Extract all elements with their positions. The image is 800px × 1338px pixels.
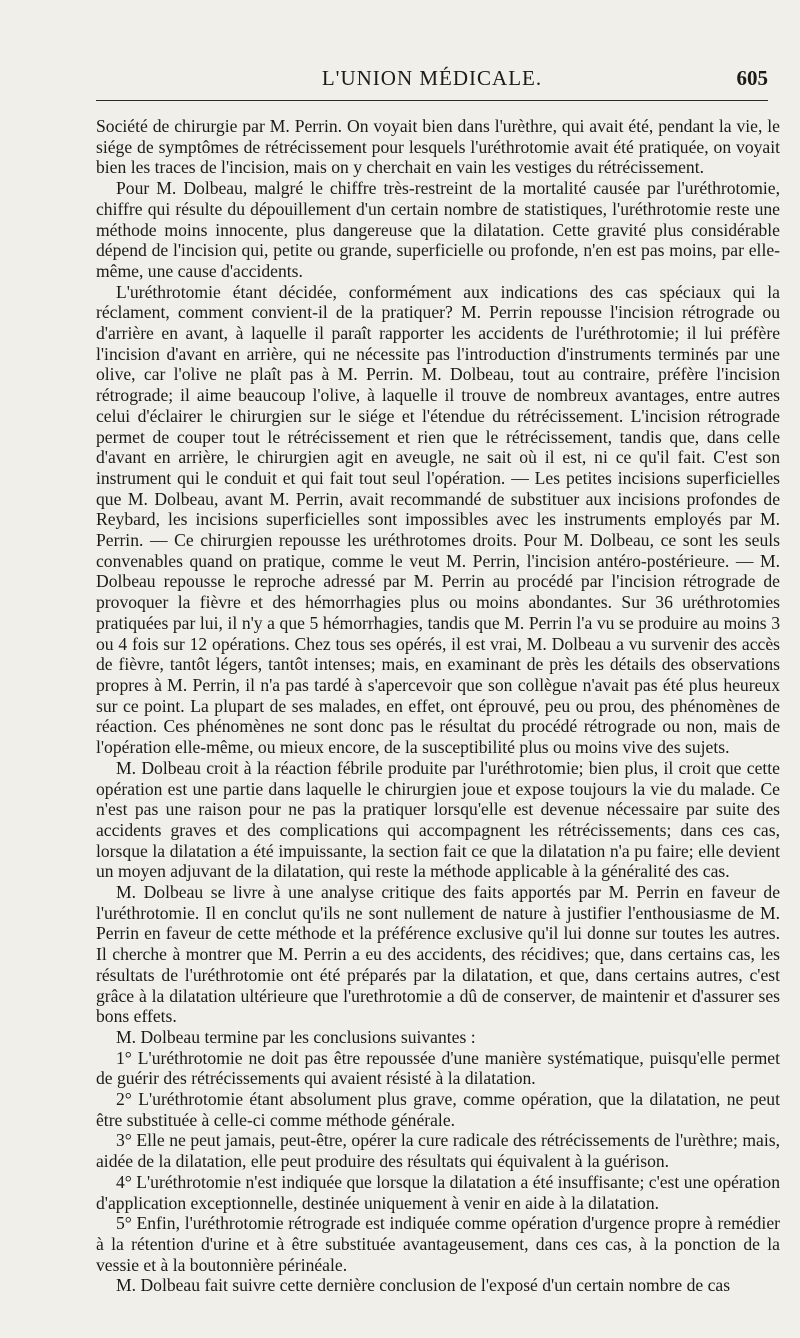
- conclusion-item: 5° Enfin, l'uréthrotomie rétrograde est indiquée comme opération d'urgence propre à remédier à la rétention d'urine et à être substituée avantageusement, dans ces cas, à la ponction de la vessie et à la boutonnière périnéale.: [96, 1213, 780, 1275]
- paragraph: Pour M. Dolbeau, malgré le chiffre très-restreint de la mortalité causée par l'uréthrotomie, chiffre qui résulte du dépouillement d'un certain nombre de statistiques, l'uréthrotomie reste une méthode moins innocente, plus dangereuse que la dilatation. Cette gravité plus considérable dépend de l'incision qui, petite ou grande, superficielle ou profonde, n'en est pas moins, par elle-même, une cause d'accidents.: [96, 178, 780, 281]
- paragraph: L'uréthrotomie étant décidée, conformément aux indications des cas spéciaux qui la réclament, comment convient-il de la pratiquer? M. Perrin repousse l'incision rétrograde ou d'arrière en avant, à laquelle il paraît rapporter les accidents de l'uréthrotomie; il lui préfère l'incision d'avant en arrière, qui ne nécessite pas l'introduction d'instruments terminés par une olive, car l'olive ne plaît pas à M. Perrin. M. Dolbeau, tout au contraire, préfère l'incision rétrograde; il aime beaucoup l'olive, à laquelle il trouve de nombreux avantages, entre autres celui d'éclairer le chirurgien sur le siége et l'étendue du rétrécissement. L'incision rétrograde permet de couper tout le rétrécissement et rien que le rétrécissement, tandis que, dans celle d'avant en arrière, le chirurgien agit en aveugle, ne sait où il est, ni ce qu'il fait. C'est son instrument qui le conduit et qui fait tout seul l'opération. — Les petites incisions superficielles que M. Dolbeau, avant M. Perrin, avait recommandé de substituer aux incisions profondes de Reybard, les incisions superficielles sont impossibles avec les instruments employés par M. Perrin. — Ce chirurgien repousse les uréthrotomes droits. Pour M. Dolbeau, ce sont les seuls convenables quand on pratique, comme le veut M. Perrin, l'incision antéro-postérieure. — M. Dolbeau repousse le reproche adressé par M. Perrin au procédé par l'incision rétrograde de provoquer la fièvre et des hémorrhagies plus ou moins abondantes. Sur 36 uréthrotomies pratiquées par lui, il n'y a que 5 hémorrhagies, tandis que M. Perrin l'a vu se produire au moins 3 ou 4 fois sur 12 opérations. Chez tous ses opérés, il est vrai, M. Dolbeau a vu survenir des accès de fièvre, tantôt légers, tantôt intenses; mais, en examinant de près les détails des observations propres à M. Perrin, il n'a pas tardé à s'apercevoir que son collègue n'avait pas été plus heureux sur ce point. La plupart de ses malades, en effet, ont éprouvé, peu ou prou, des phénomènes de réaction. Ces phénomènes ne sont donc pas le résultat du procédé rétrograde ou non, mais de l'opération elle-même, ou mieux encore, de la susceptibilité plus ou moins vive des sujets.: [96, 281, 780, 758]
- paragraph: Société de chirurgie par M. Perrin. On voyait bien dans l'urèthre, qui avait été, pendant la vie, le siége de symptômes de rétrécissement pour lesquels l'uréthrotomie avait été pratiquée, on voyait bien les traces de l'incision, mais on y cherchait en vain les vestiges du rétrécissement.: [96, 116, 780, 178]
- conclusion-item: 2° L'uréthrotomie étant absolument plus grave, comme opération, que la dilatation, ne peut être substituée à celle-ci comme méthode générale.: [96, 1089, 780, 1130]
- header-rule: [96, 100, 768, 101]
- conclusion-item: 1° L'uréthrotomie ne doit pas être repoussée d'une manière systématique, puisqu'elle permet de guérir des rétrécissements qui avaient résisté à la dilatation.: [96, 1047, 780, 1089]
- paragraph: M. Dolbeau fait suivre cette dernière conclusion de l'exposé d'un certain nombre de cas: [116, 1275, 731, 1296]
- conclusion-item: 4° L'uréthrotomie n'est indiquée que lorsque la dilatation a été insuffisante; c'est une opération d'application exceptionnelle, destinée uniquement à venir en aide à la dilatation.: [96, 1171, 780, 1213]
- page-number: 605: [736, 66, 768, 90]
- paragraph: M. Dolbeau termine par les conclusions suivantes :: [116, 1026, 476, 1047]
- paragraph: M. Dolbeau se livre à une analyse critique des faits apportés par M. Perrin en faveur de l'uréthrotomie. Il en conclut qu'ils ne sont nullement de nature à justifier l'enthousiasme de M. Perrin en faveur de cette méthode et la préférence exclusive qu'il lui donne sur toutes les autres. Il cherche à montrer que M. Perrin a eu des accidents, des récidives; que, dans certains cas, les résultats de l'uréthrotomie ont été préparés par la dilatation, et que, dans certains autres, c'est grâce à la dilatation ultérieure que l'urethrotomie a dû de conserver, de maintenir et d'assurer ses bons effets.: [96, 882, 780, 1027]
- running-header: [96, 66, 768, 96]
- paragraph: M. Dolbeau croit à la réaction fébrile produite par l'uréthrotomie; bien plus, il croit que cette opération est une partie dans laquelle le chirurgien joue et expose toujours la vie du malade. Ce n'est pas une raison pour ne pas la pratiquer lorsqu'elle est devenue nécessaire par suite des accidents graves et des complications qui accompagnent les rétrécissements; dans ces cas, lorsque la dilatation a été impuissante, la section fait ce que la dilatation n'a pu faire; elle devient un moyen adjuvant de la dilatation, qui reste la méthode applicable à la généralité des cas.: [96, 757, 780, 882]
- article-body: [96, 116, 780, 1296]
- conclusion-item: 3° Elle ne peut jamais, peut-être, opérer la cure radicale des rétrécissements de l'urèthre; mais, aidée de la dilatation, elle peut produire des résultats qui équivalent à la guérison.: [96, 1130, 780, 1172]
- running-title: L'UNION MÉDICALE.: [321, 66, 543, 90]
